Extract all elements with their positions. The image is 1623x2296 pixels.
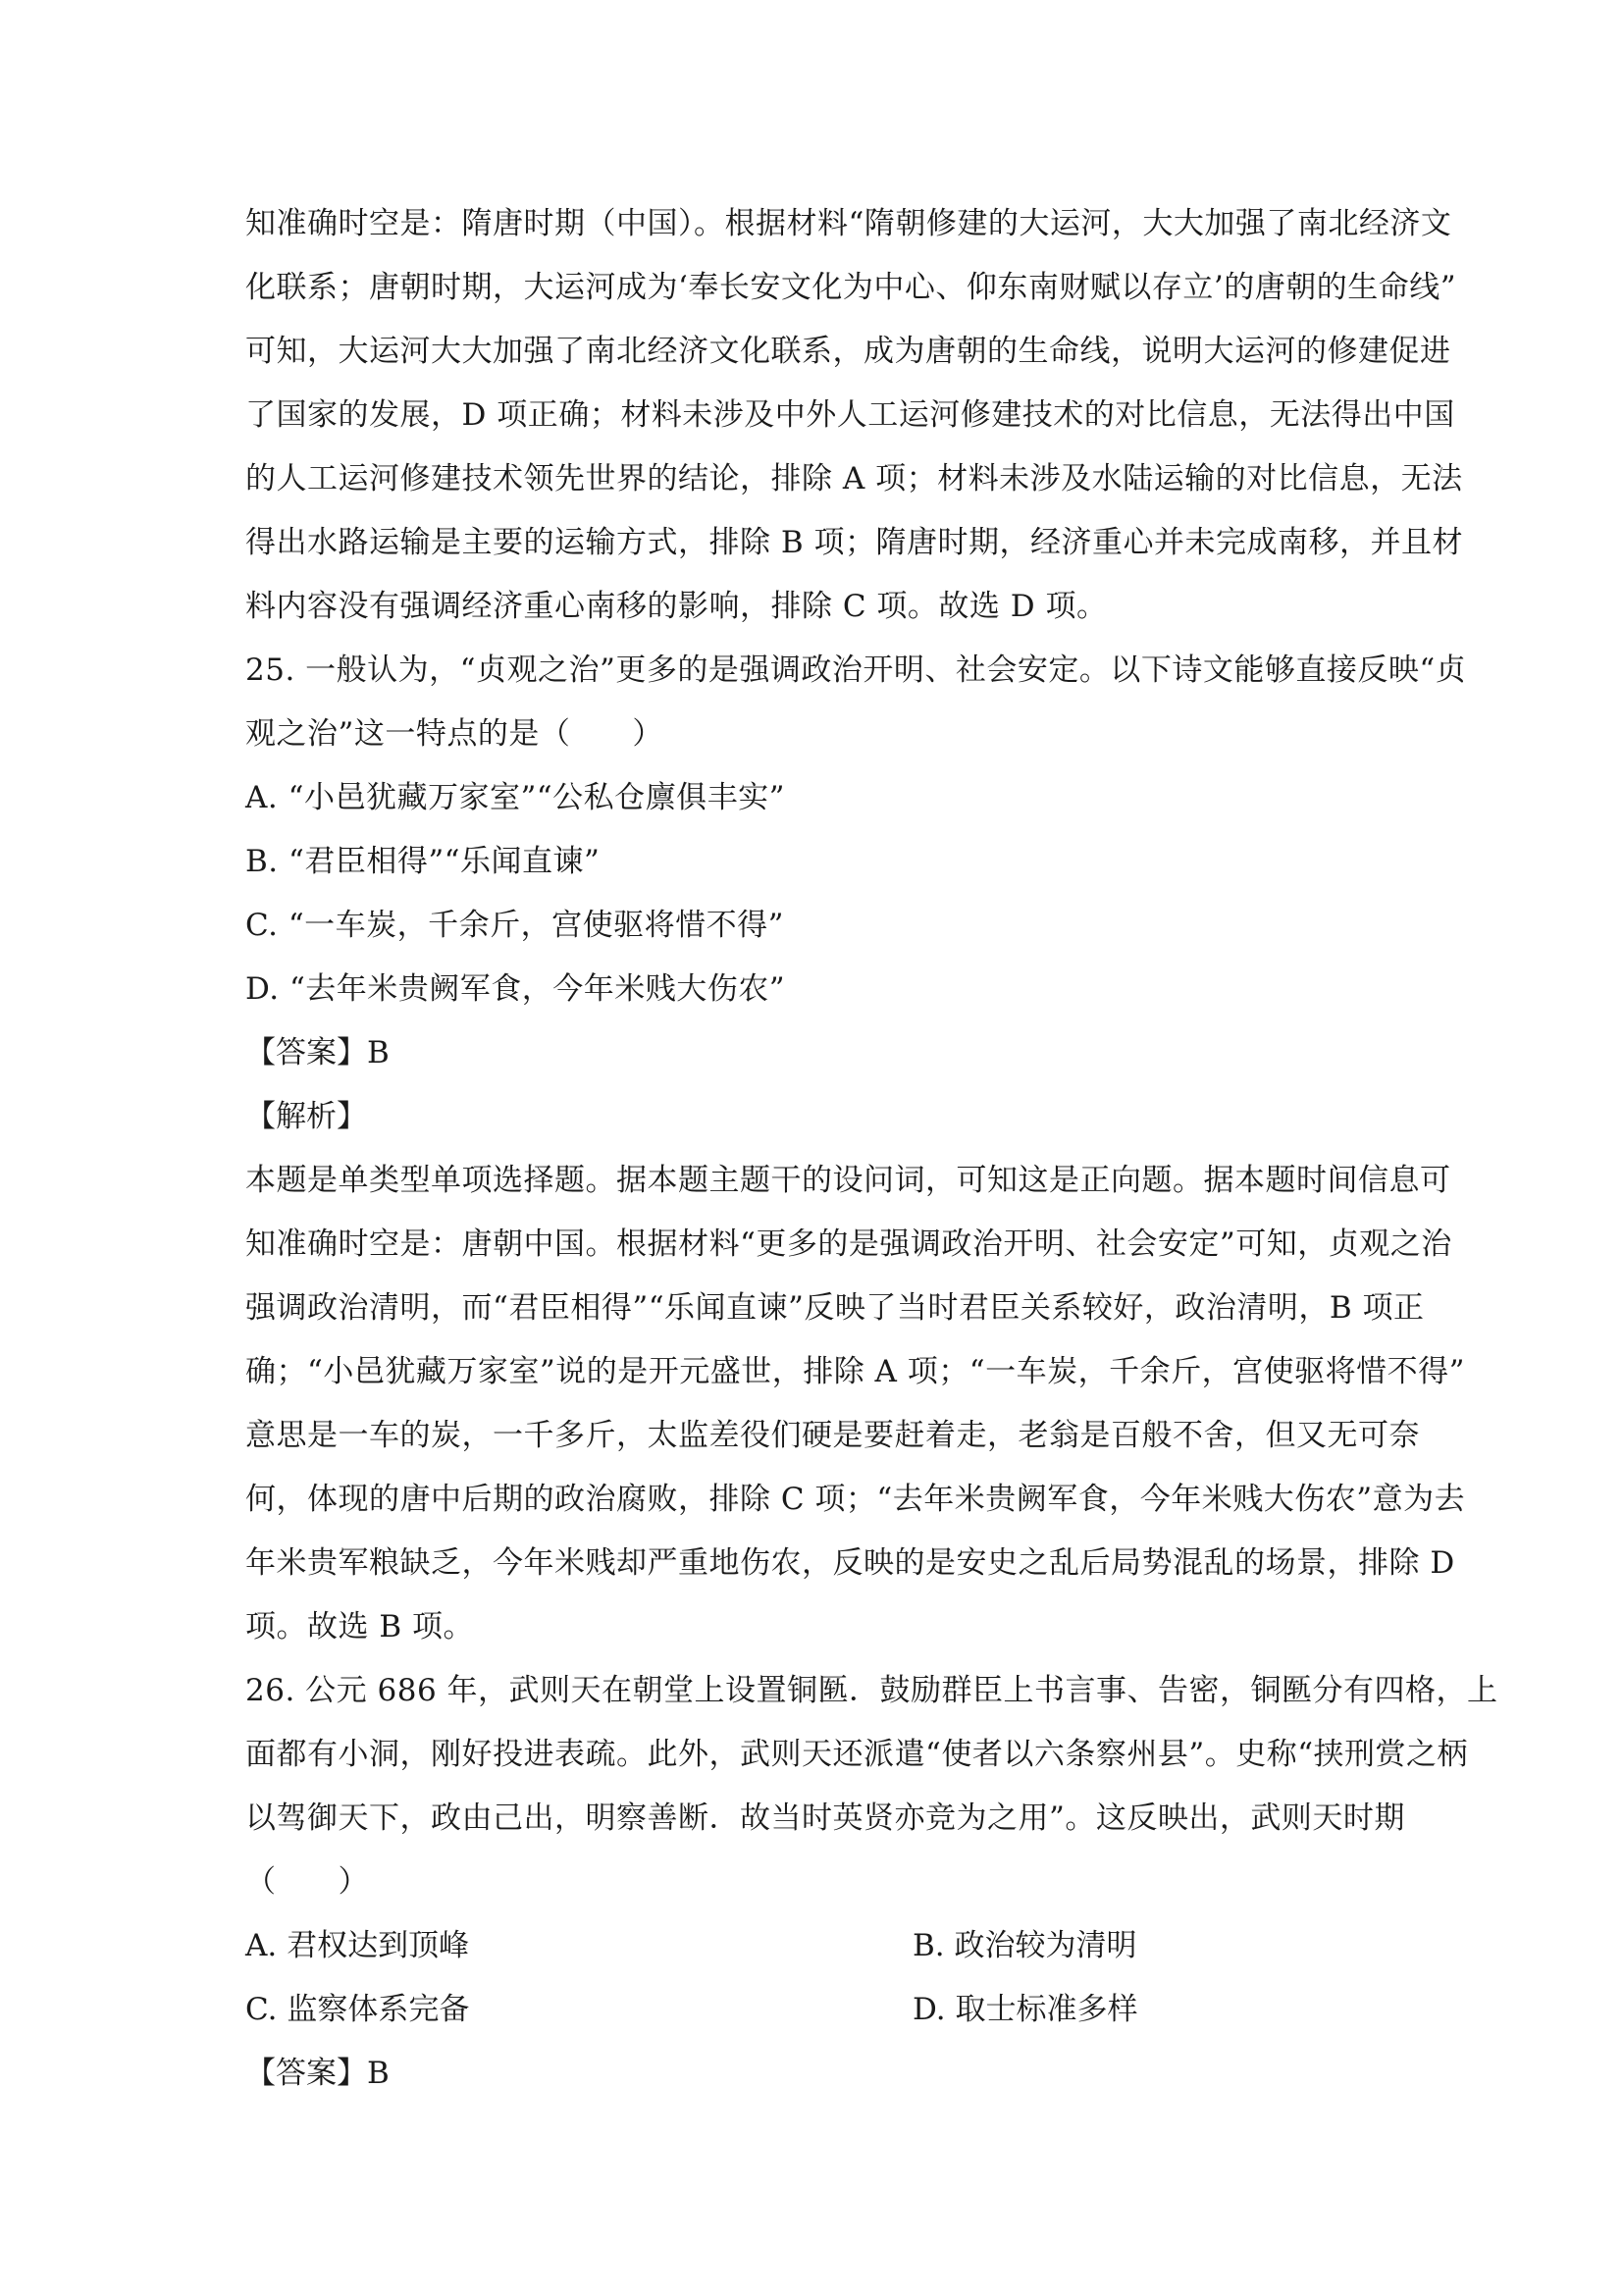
analysis-line: 强调政治清明，而“君臣相得”“乐闻直谏”反映了当时君臣关系较好，政治清明，B 项正 — [245, 1290, 1425, 1326]
question-stem: 26. 公元 686 年，武则天在朝堂上设置铜匦．鼓励群臣上书言事、告密，铜匦分有四格，上 — [245, 1673, 1498, 1708]
previous-analysis — [245, 192, 1463, 639]
option-d: D. “去年米贵阙军食，今年米贱大伤农” — [245, 971, 786, 1007]
document-page — [245, 192, 1498, 2106]
answer: 【答案】B — [245, 2056, 390, 2091]
option-c: C. 监察体系完备 — [245, 1992, 470, 2027]
text-line: 得出水路运输是主要的运输方式，排除 B 项；隋唐时期，经济重心并未完成南移，并且材 — [245, 525, 1463, 560]
question-stem: 观之治”这一特点的是（ ） — [245, 716, 663, 752]
text-line: 的人工运河修建技术领先世界的结论，排除 A 项；材料未涉及水陆运输的对比信息，无法 — [245, 461, 1463, 496]
question-stem: 以驾御天下，政由己出，明察善断．故当时英贤亦竞为之用”。这反映出，武则天时期 — [245, 1800, 1405, 1836]
analysis-label: 【解析】 — [245, 1099, 367, 1134]
question-26 — [245, 1659, 1498, 2106]
text-line: 料内容没有强调经济重心南移的影响，排除 C 项。故选 D 项。 — [245, 589, 1108, 624]
analysis-line: 本题是单类型单项选择题。据本题主题干的设问词，可知这是正向题。据本题时间信息可 — [245, 1163, 1451, 1198]
option-a: A. 君权达到顶峰 — [245, 1928, 470, 1963]
option-b: B. 政治较为清明 — [913, 1928, 1137, 1963]
question-stem: （ ） — [245, 1864, 369, 1900]
question-25 — [245, 639, 1467, 1659]
options-row — [245, 1914, 1393, 1978]
analysis-line: 项。故选 B 项。 — [245, 1609, 474, 1644]
options-row — [245, 1978, 1393, 2042]
question-stem: 25. 一般认为，“贞观之治”更多的是强调政治开明、社会安定。以下诗文能够直接反映“贞 — [245, 652, 1467, 688]
text-line: 知准确时空是：隋唐时期（中国）。根据材料“隋朝修建的大运河，大大加强了南北经济文 — [245, 206, 1452, 241]
analysis-line: 年米贵军粮缺乏，今年米贱却严重地伤农，反映的是安史之乱后局势混乱的场景，排除 D — [245, 1545, 1455, 1581]
answer: 【答案】B — [245, 1035, 390, 1070]
analysis-line: 知准确时空是：唐朝中国。根据材料“更多的是强调政治开明、社会安定”可知，贞观之治 — [245, 1226, 1452, 1262]
analysis-line: 何，体现的唐中后期的政治腐败，排除 C 项；“去年米贵阙军食，今年米贱大伤农”意为去 — [245, 1482, 1466, 1517]
option-b: B. “君臣相得”“乐闻直谏” — [245, 844, 601, 879]
option-d: D. 取士标准多样 — [913, 1992, 1138, 2027]
text-line: 了国家的发展，D 项正确；材料未涉及中外人工运河修建技术的对比信息，无法得出中国 — [245, 397, 1455, 433]
text-line: 可知，大运河大大加强了南北经济文化联系，成为唐朝的生命线，说明大运河的修建促进 — [245, 334, 1451, 369]
text-line: 化联系；唐朝时期，大运河成为‘奉长安文化为中心、仰东南财赋以存立’的唐朝的生命线” — [245, 270, 1457, 305]
analysis-line: 确；“小邑犹藏万家室”说的是开元盛世，排除 A 项；“一车炭，千余斤，宫使驱将惜不得” — [245, 1354, 1465, 1389]
option-c: C. “一车炭，千余斤，宫使驱将惜不得” — [245, 908, 785, 943]
option-a: A. “小邑犹藏万家室”“公私仓廪俱丰实” — [245, 780, 785, 815]
analysis-line: 意思是一车的炭，一千多斤，太监差役们硬是要赶着走，老翁是百般不舍，但又无可奈 — [245, 1418, 1420, 1453]
question-stem: 面都有小洞，刚好投进表疏。此外，武则天还派遣“使者以六条察州县”。史称“挟刑赏之柄 — [245, 1737, 1469, 1772]
